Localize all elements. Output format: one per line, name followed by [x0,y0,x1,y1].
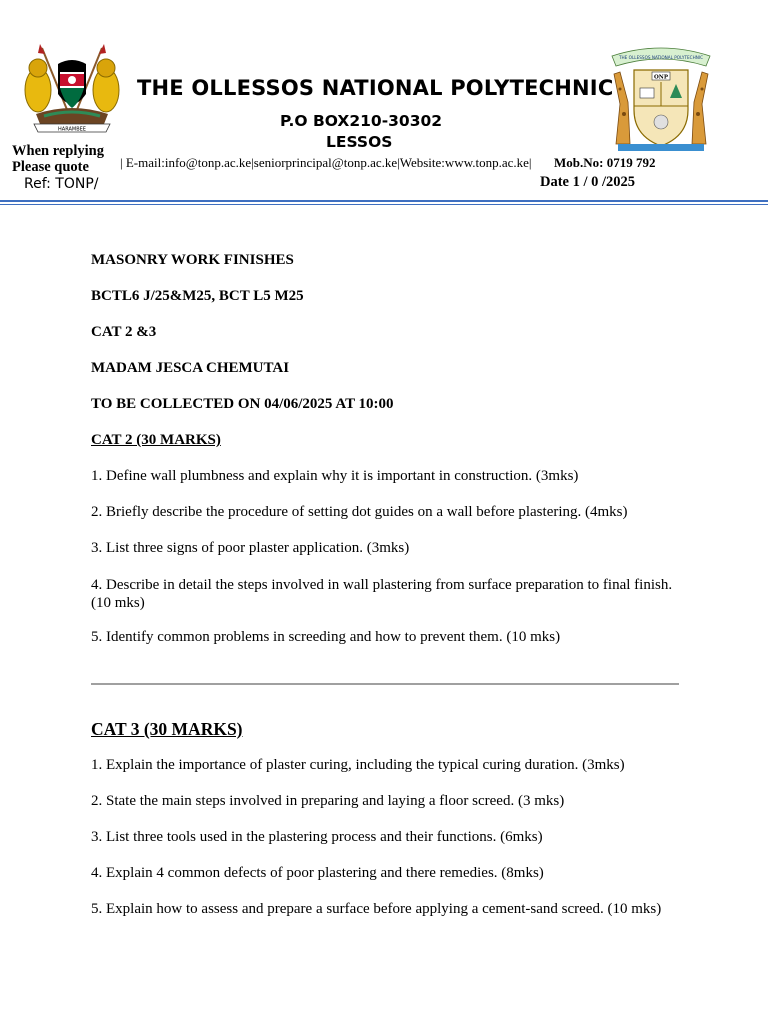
polytechnic-crest-logo [606,44,716,154]
unit-title: MASONRY WORK FINISHES [91,252,294,268]
cat3-question: 1. Explain the importance of plaster curing, including the typical curing duration. (3mks) [91,757,625,773]
crest-initials: ONP [654,74,668,81]
reference-number: Ref: TONP/ [24,176,99,192]
cat-numbers: CAT 2 &3 [91,324,157,340]
po-box: P.O BOX210-30302 [280,112,443,130]
coat-of-arms-logo [20,44,124,136]
cat2-question: 2. Briefly describe the procedure of setting dot guides on a wall before plastering. (4mks) [91,504,628,520]
class-codes: BCTL6 J/25&M25, BCT L5 M25 [91,288,304,304]
town: LESSOS [326,133,393,151]
crest-banner-text: THE OLLESSOS NATIONAL POLYTECHNIC [618,55,704,60]
collection-note: TO BE COLLECTED ON 04/06/2025 AT 10:00 [91,396,394,412]
contact-line: | E-mail:info@tonp.ac.ke|seniorprincipal@tonp.ac.ke|Website:www.tonp.ac.ke| [120,155,532,170]
cat2-question: 4. Describe in detail the steps involved in wall plastering from surface preparation to final finish. (10 mks) [91,577,673,611]
cat3-question: 3. List three tools used in the plastering process and their functions. (6mks) [91,829,543,845]
cat3-question: 5. Explain how to assess and prepare a surface before applying a cement-sand screed. (10 mks) [91,901,662,917]
header-rule-thin [0,204,768,205]
cat2-question: 3. List three signs of poor plaster application. (3mks) [91,540,410,556]
cat3-heading: CAT 3 (30 MARKS) [91,719,243,739]
document-date: Date 1 / 0 /2025 [540,174,636,190]
mobile-number: Mob.No: 0719 792 [554,155,656,170]
please-quote-label: Please quote [12,159,89,175]
cat2-heading: CAT 2 (30 MARKS) [91,432,221,448]
cat3-question: 2. State the main steps involved in preparing and laying a floor screed. (3 mks) [91,793,565,809]
cat2-question: 1. Define wall plumbness and explain why it is important in construction. (3mks) [91,468,579,484]
coat-motto: HARAMBEE [58,126,86,133]
cat3-question: 4. Explain 4 common defects of poor plastering and there remedies. (8mks) [91,865,544,881]
lecturer-name: MADAM JESCA CHEMUTAI [91,360,290,376]
institution-name: THE OLLESSOS NATIONAL POLYTECHNIC [137,76,614,100]
when-replying-label: When replying [12,143,104,159]
header-rule [0,200,768,202]
section-divider [91,683,679,685]
cat2-question: 5. Identify common problems in screeding and how to prevent them. (10 mks) [91,629,561,645]
